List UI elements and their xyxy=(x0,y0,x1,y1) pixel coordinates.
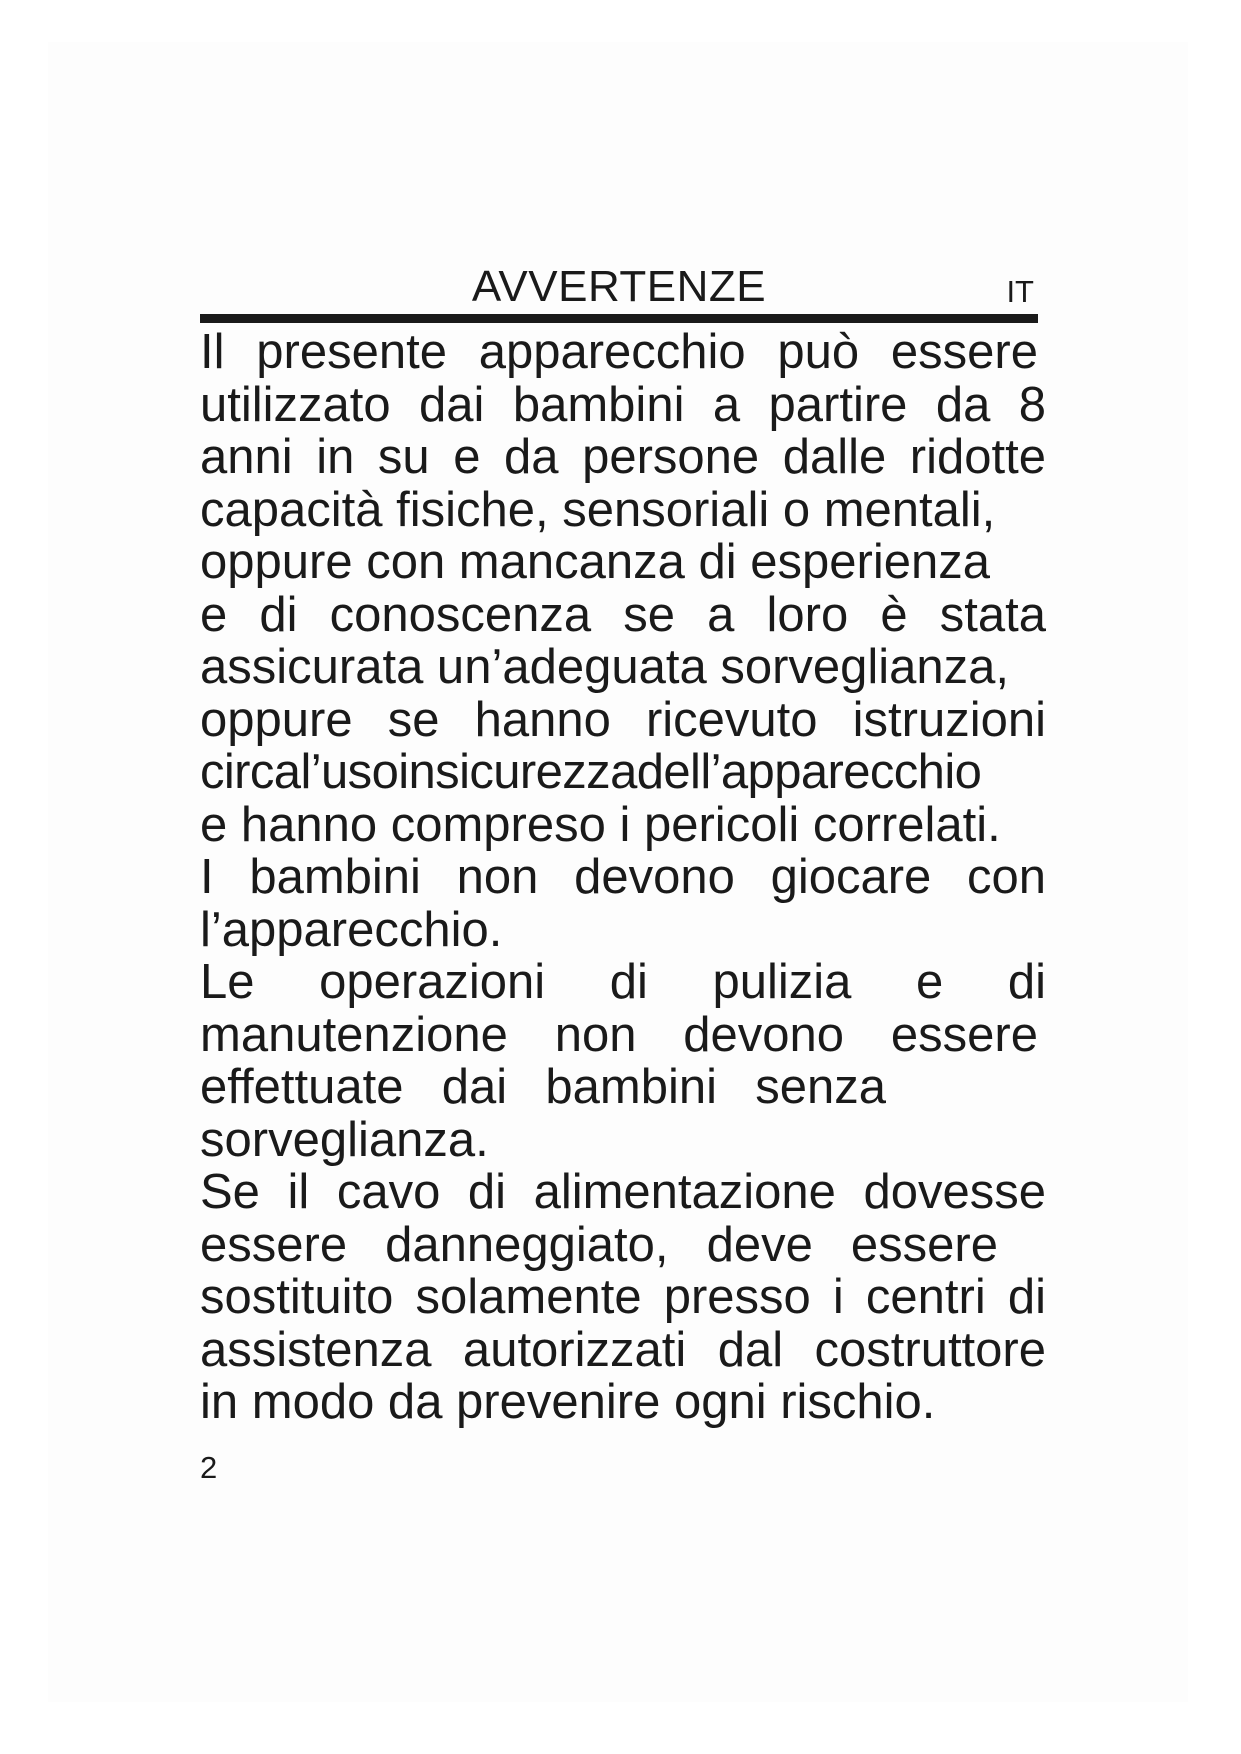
text-line: Le operazioni di pulizia e di xyxy=(200,955,1046,1009)
page-number: 2 xyxy=(200,1450,218,1485)
text-line: sostituito solamente presso i centri di xyxy=(200,1270,1046,1324)
text-line: I bambini non devono giocare con xyxy=(200,850,1046,904)
section-header xyxy=(200,262,1038,312)
text-line: oppure con mancanza di esperienza xyxy=(200,535,990,589)
language-code: IT xyxy=(1006,274,1034,309)
text-line: utilizzato dai bambini a partire da 8 xyxy=(200,377,1046,432)
warning-text xyxy=(200,326,1046,1429)
page-title: AVVERTENZE xyxy=(471,262,767,311)
text-line: essere danneggiato, deve essere xyxy=(200,1217,998,1272)
text-line: circal’usoinsicurezzadell’apparecchio xyxy=(200,745,982,799)
text-line: l’apparecchio. xyxy=(200,902,503,957)
text-line: oppure se hanno ricevuto istruzioni xyxy=(200,692,1046,747)
text-line: assicurata un’adeguata sorveglianza, xyxy=(200,640,1010,694)
text-line: capacità fisiche, sensoriali o mentali, xyxy=(200,482,996,537)
text-line: Il presente apparecchio può essere xyxy=(200,325,1038,379)
text-line: manutenzione non devono essere xyxy=(200,1007,1038,1062)
text-line: sorveglianza. xyxy=(200,1112,489,1167)
text-line: Se il cavo di alimentazione dovesse xyxy=(200,1165,1046,1219)
text-line: in modo da prevenire ogni rischio. xyxy=(200,1375,936,1429)
text-line: anni in su e da persone dalle ridotte xyxy=(200,430,1046,484)
text-line: effettuate dai bambini senza xyxy=(200,1060,886,1114)
header-rule xyxy=(200,314,1038,323)
text-line: e di conoscenza se a loro è stata xyxy=(200,587,1046,642)
text-line: e hanno compreso i pericoli correlati. xyxy=(200,797,1001,852)
text-line: assistenza autorizzati dal costruttore xyxy=(200,1322,1046,1377)
